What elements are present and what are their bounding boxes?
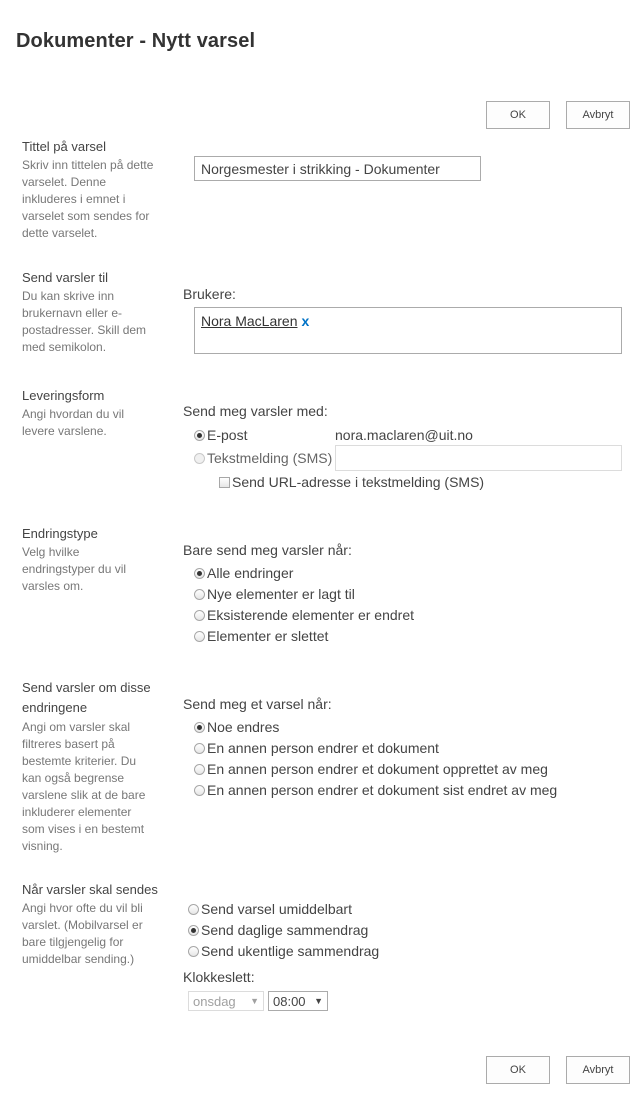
radio-all-changes[interactable] bbox=[194, 568, 205, 579]
filter-option[interactable] bbox=[194, 761, 548, 777]
filter-section-heading-line2: endringene bbox=[22, 700, 88, 715]
radio-send-immediately[interactable] bbox=[188, 904, 199, 915]
filter-option-label: En annen person endrer et dokument sist endret av meg bbox=[207, 782, 558, 798]
page-title: Dokumenter - Nytt varsel bbox=[16, 30, 256, 52]
schedule-option-label: Send ukentlige sammendrag bbox=[201, 943, 380, 959]
change-type-section-description: Velg hvilke endringstyper du vil varsles om. bbox=[22, 545, 127, 593]
cancel-button-top[interactable]: Avbryt bbox=[566, 101, 630, 129]
alert-title-input[interactable] bbox=[194, 156, 481, 181]
title-section-description: Skriv inn tittelen på dette varselet. Denne inkluderes i emnet i varselet som sendes for dette varselet. bbox=[22, 158, 154, 240]
ok-button-bottom[interactable]: OK bbox=[486, 1056, 550, 1084]
filter-prompt: Send meg et varsel når: bbox=[183, 696, 332, 712]
change-type-label: Eksisterende elementer er endret bbox=[207, 607, 414, 623]
schedule-option-label: Send varsel umiddelbart bbox=[201, 901, 352, 917]
sms-number-input[interactable] bbox=[335, 445, 622, 471]
delivery-email-address: nora.maclaren@uit.no bbox=[335, 427, 473, 443]
delivery-section-description: Angi hvordan du vil levere varslene. bbox=[22, 407, 125, 438]
change-type-label: Nye elementer er lagt til bbox=[207, 586, 355, 602]
delivery-sms-label: Tekstmelding (SMS) bbox=[207, 450, 333, 466]
radio-other-changes-created-by-me[interactable] bbox=[194, 764, 205, 775]
schedule-option[interactable] bbox=[188, 901, 352, 917]
change-type-section-heading: Endringstype bbox=[22, 526, 98, 541]
filter-option-label: En annen person endrer et dokument opprettet av meg bbox=[207, 761, 548, 777]
radio-weekly-summary[interactable] bbox=[188, 946, 199, 957]
filter-option-label: Noe endres bbox=[207, 719, 280, 735]
filter-section-heading: Send varsler om disse bbox=[22, 680, 151, 695]
change-type-label: Alle endringer bbox=[207, 565, 294, 581]
radio-new-items[interactable] bbox=[194, 589, 205, 600]
radio-email[interactable] bbox=[194, 430, 205, 441]
radio-existing-modified[interactable] bbox=[194, 610, 205, 621]
filter-option[interactable] bbox=[194, 740, 439, 756]
change-type-label: Elementer er slettet bbox=[207, 628, 329, 644]
change-type-option[interactable] bbox=[194, 607, 414, 623]
time-select-value: 08:00 bbox=[273, 993, 306, 1009]
users-picker-input[interactable] bbox=[194, 307, 622, 354]
delivery-sms-option[interactable] bbox=[194, 450, 332, 466]
radio-items-deleted[interactable] bbox=[194, 631, 205, 642]
radio-daily-summary[interactable] bbox=[188, 925, 199, 936]
filter-section-description: Angi om varsler skal filtreres basert på bestemte kriterier. Du kan også begrense varslene slik at de bare inkluderer elementer som vises i en bestemt visning. bbox=[22, 720, 146, 853]
radio-other-changes-doc[interactable] bbox=[194, 743, 205, 754]
checkbox-sms-url[interactable] bbox=[219, 477, 230, 488]
filter-option[interactable] bbox=[194, 719, 279, 735]
chevron-down-icon: ▼ bbox=[250, 996, 259, 1006]
delivery-section-heading: Leveringsform bbox=[22, 388, 105, 403]
sms-url-label: Send URL-adresse i tekstmelding (SMS) bbox=[232, 474, 485, 490]
user-token[interactable]: Nora MacLaren bbox=[201, 313, 298, 329]
recipients-section-description: Du kan skrive inn brukernavn eller e-postadresser. Skill dem med semikolon. bbox=[22, 289, 147, 354]
delivery-email-option[interactable] bbox=[194, 427, 247, 443]
radio-anything-changes[interactable] bbox=[194, 722, 205, 733]
filter-option-label: En annen person endrer et dokument bbox=[207, 740, 439, 756]
change-type-option[interactable] bbox=[194, 565, 293, 581]
users-label: Brukere: bbox=[183, 286, 236, 302]
cancel-button-bottom[interactable]: Avbryt bbox=[566, 1056, 630, 1084]
delivery-prompt: Send meg varsler med: bbox=[183, 403, 328, 419]
chevron-down-icon: ▼ bbox=[314, 996, 323, 1006]
radio-other-changes-last-modified-by-me[interactable] bbox=[194, 785, 205, 796]
delivery-email-label: E-post bbox=[207, 427, 248, 443]
filter-option[interactable] bbox=[194, 782, 557, 798]
title-section-heading: Tittel på varsel bbox=[22, 139, 107, 154]
change-type-option[interactable] bbox=[194, 628, 328, 644]
schedule-option[interactable] bbox=[188, 922, 368, 938]
day-select[interactable] bbox=[188, 991, 264, 1011]
radio-sms[interactable] bbox=[194, 453, 205, 464]
schedule-option[interactable] bbox=[188, 943, 379, 959]
schedule-option-label: Send daglige sammendrag bbox=[201, 922, 369, 938]
sms-url-option[interactable] bbox=[219, 474, 484, 490]
day-select-value: onsdag bbox=[193, 993, 236, 1009]
remove-user-icon[interactable]: x bbox=[301, 313, 310, 329]
schedule-section-heading: Når varsler skal sendes bbox=[22, 882, 158, 897]
recipients-section-heading: Send varsler til bbox=[22, 270, 108, 285]
change-type-prompt: Bare send meg varsler når: bbox=[183, 542, 352, 558]
ok-button-top[interactable]: OK bbox=[486, 101, 550, 129]
schedule-section-description: Angi hvor ofte du vil bli varslet. (Mobilvarsel er bare tilgjengelig for umiddelbar sending.) bbox=[22, 901, 143, 966]
time-select[interactable] bbox=[268, 991, 328, 1011]
time-label: Klokkeslett: bbox=[183, 969, 255, 985]
change-type-option[interactable] bbox=[194, 586, 355, 602]
